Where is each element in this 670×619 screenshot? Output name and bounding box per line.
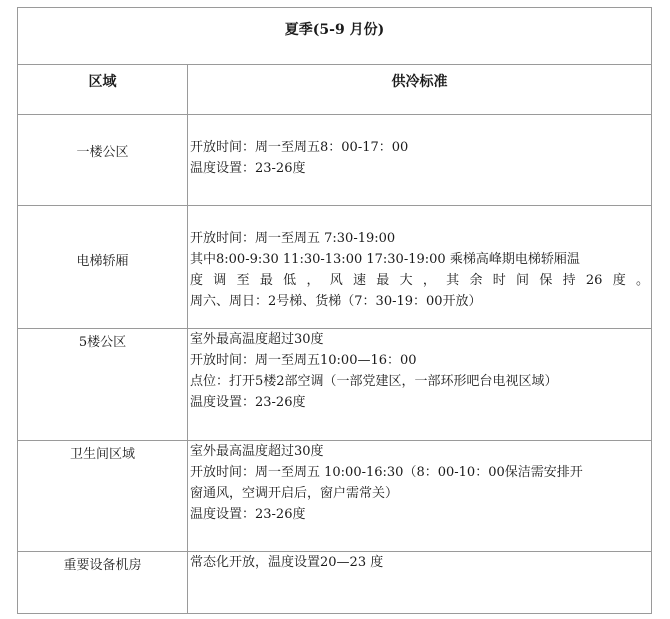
standard-line: 开放时间：周一至周五10:00—16：00 (190, 353, 417, 368)
standard-line: 点位：打开5楼2部空调（一部党建区，一部环形吧台电视区域） (190, 374, 558, 389)
standard-cell (188, 552, 652, 614)
standard-line: 窗通风，空调开启后，窗户需常关） (190, 486, 399, 501)
standard-line: 室外最高温度超过30度 (190, 444, 324, 459)
standard-line: 其中8:00-9:30 11:30-13:00 17:30-19:00 乘梯高峰期电梯轿厢温 (190, 252, 580, 267)
standard-line: 度调至最低，风速最大，其余时间保持26度。 (190, 273, 650, 288)
standard-cell (188, 115, 652, 206)
table-header-row (18, 65, 652, 115)
standard-line: 温度设置：23-26度 (190, 161, 306, 176)
standard-line: 温度设置：23-26度 (190, 507, 306, 522)
area-cell (18, 206, 188, 329)
table-title: 夏季(5-9 月份) (284, 22, 385, 38)
standard-line: 开放时间：周一至周五 7:30-19:00 (190, 231, 396, 246)
area-label: 重要设备机房 (63, 558, 142, 573)
area-label: 卫生间区域 (69, 447, 135, 462)
area-cell (18, 329, 188, 441)
standard-line: 周六、周日：2号梯、货梯（7：30-19：00开放） (190, 294, 482, 309)
standard-line: 室外最高温度超过30度 (190, 332, 324, 347)
area-label: 电梯轿厢 (76, 254, 129, 269)
standard-cell (188, 329, 652, 441)
standard-line: 开放时间：周一至周五 10:00-16:30（8：00-10：00保洁需安排开 (190, 465, 583, 480)
area-label: 5楼公区 (78, 335, 127, 350)
area-label: 一楼公区 (76, 145, 129, 160)
table-row (18, 441, 652, 552)
table-row (18, 329, 652, 441)
table-row (18, 115, 652, 206)
table-row (18, 552, 652, 614)
area-cell (18, 552, 188, 614)
cooling-standard-table (17, 7, 652, 614)
standard-line: 开放时间：周一至周五8：00-17：00 (190, 140, 409, 155)
table-row (18, 206, 652, 329)
area-cell (18, 115, 188, 206)
area-cell (18, 441, 188, 552)
header-area: 区域 (18, 65, 188, 115)
standard-cell (188, 206, 652, 329)
header-standard: 供冷标准 (188, 65, 652, 115)
standard-line: 常态化开放，温度设置20—23 度 (190, 555, 384, 570)
standard-cell (188, 441, 652, 552)
table-title-row (18, 8, 652, 65)
table-title-cell (18, 8, 652, 65)
standard-line: 温度设置：23-26度 (190, 395, 306, 410)
